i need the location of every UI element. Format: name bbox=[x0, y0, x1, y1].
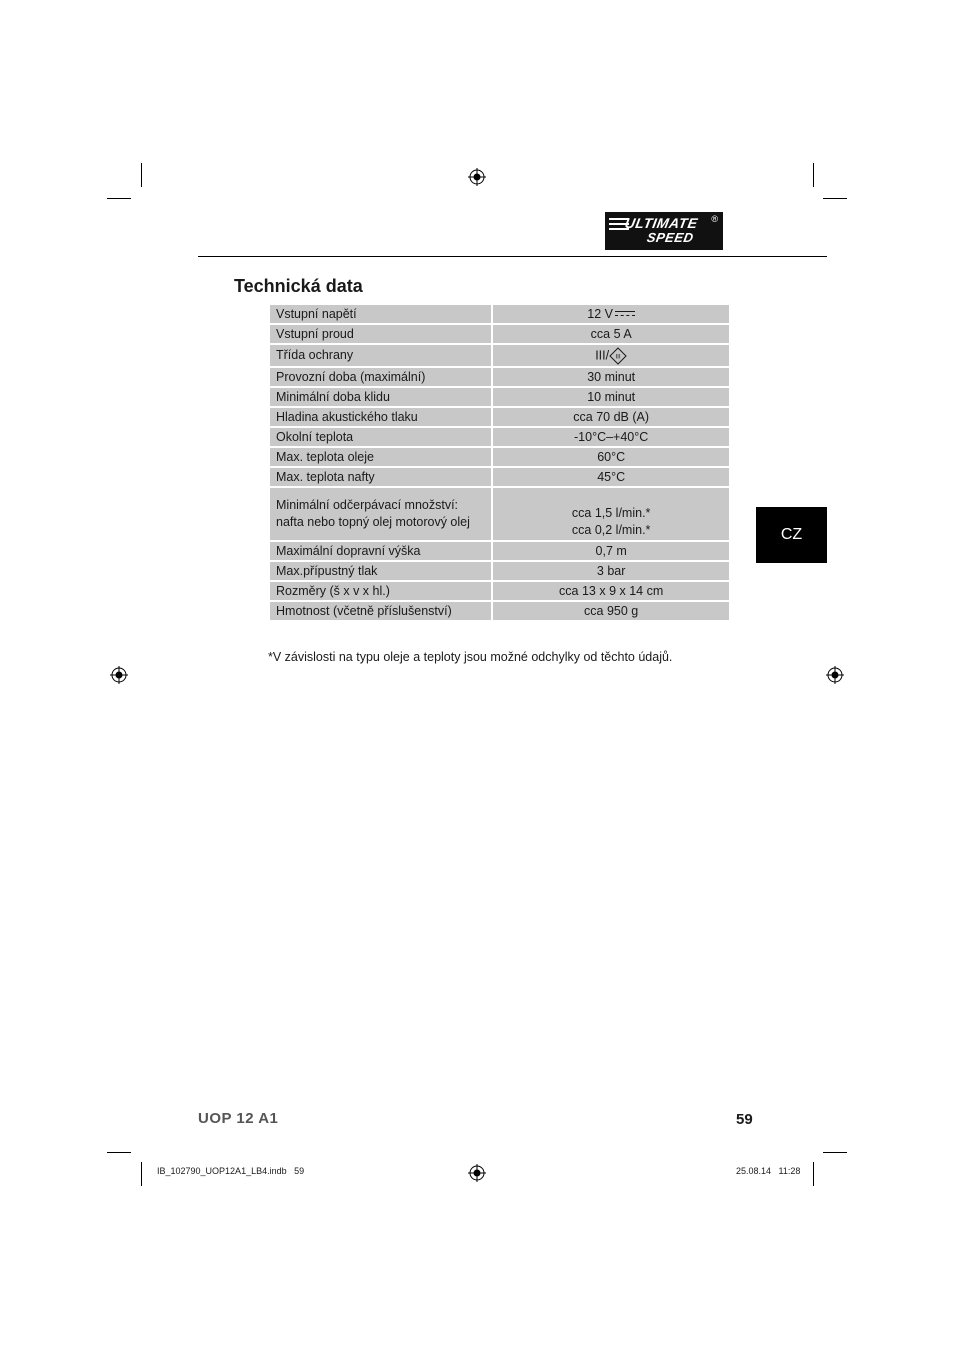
header-rule bbox=[198, 256, 827, 257]
spec-label: Vstupní napětí bbox=[269, 304, 492, 324]
language-tab: CZ bbox=[756, 507, 827, 563]
spec-value-text: III/ bbox=[595, 347, 610, 362]
table-row bbox=[269, 344, 730, 367]
spec-value: 30 minut bbox=[492, 367, 730, 387]
registration-mark-icon bbox=[468, 168, 486, 186]
spec-value: 60°C bbox=[492, 447, 730, 467]
spec-label: Třída ochrany bbox=[269, 344, 492, 367]
spec-value-text: 12 V bbox=[587, 306, 614, 321]
spec-label: Rozměry (š x v x hl.) bbox=[269, 581, 492, 601]
crop-mark bbox=[813, 163, 814, 187]
spec-value bbox=[492, 344, 730, 367]
spec-label: Max. teplota nafty bbox=[269, 467, 492, 487]
page-number: 59 bbox=[736, 1111, 753, 1128]
table-row bbox=[269, 324, 730, 344]
registration-mark-icon bbox=[826, 666, 844, 684]
table-row bbox=[269, 561, 730, 581]
spec-value: cca 13 x 9 x 14 cm bbox=[492, 581, 730, 601]
spec-label: Max. teplota oleje bbox=[269, 447, 492, 467]
spec-value bbox=[492, 304, 730, 324]
registration-mark-icon bbox=[110, 666, 128, 684]
footnote: *V závislosti na typu oleje a teploty jsou možné odchylky od těchto údajů. bbox=[268, 650, 673, 664]
protection-class-iii-text: III bbox=[615, 353, 621, 360]
spec-label: Hladina akustického tlaku bbox=[269, 407, 492, 427]
spec-label-line: Minimální odčerpávací množství: bbox=[276, 498, 459, 512]
table-row bbox=[269, 487, 730, 541]
spec-label: Hmotnost (včetně příslušenství) bbox=[269, 601, 492, 621]
print-slug-file: IB_102790_UOP12A1_LB4.indb 59 bbox=[157, 1166, 305, 1176]
table-row bbox=[269, 601, 730, 621]
spec-label: Provozní doba (maximální) bbox=[269, 367, 492, 387]
table-row bbox=[269, 447, 730, 467]
logo-registered-mark: ® bbox=[711, 214, 718, 224]
crop-mark bbox=[813, 1162, 814, 1186]
crop-mark bbox=[823, 1152, 847, 1153]
crop-mark bbox=[141, 1162, 142, 1186]
spec-label: Minimální doba klidu bbox=[269, 387, 492, 407]
spec-label bbox=[269, 487, 492, 541]
table-row bbox=[269, 541, 730, 561]
spec-label-line: nafta nebo topný olej motorový olej bbox=[276, 515, 470, 529]
logo-line-2: SPEED bbox=[645, 230, 695, 245]
spec-value: 0,7 m bbox=[492, 541, 730, 561]
spec-label: Vstupní proud bbox=[269, 324, 492, 344]
print-slug-datetime: 25.08.14 11:28 bbox=[736, 1166, 801, 1176]
spec-value: cca 5 A bbox=[492, 324, 730, 344]
brand-logo bbox=[605, 212, 723, 250]
table-row bbox=[269, 467, 730, 487]
table-row bbox=[269, 367, 730, 387]
registration-mark-icon bbox=[468, 1164, 486, 1182]
crop-mark bbox=[141, 163, 142, 187]
spec-value: 10 minut bbox=[492, 387, 730, 407]
crop-mark bbox=[823, 198, 847, 199]
logo-line-1: ULTIMATE bbox=[623, 215, 700, 231]
spec-value: cca 70 dB (A) bbox=[492, 407, 730, 427]
spec-label: Max.přípustný tlak bbox=[269, 561, 492, 581]
table-row bbox=[269, 407, 730, 427]
spec-label: Maximální dopravní výška bbox=[269, 541, 492, 561]
page-title: Technická data bbox=[234, 276, 363, 296]
spec-value: cca 950 g bbox=[492, 601, 730, 621]
spec-label: Okolní teplota bbox=[269, 427, 492, 447]
spec-value-line: cca 1,5 l/min.* bbox=[571, 506, 651, 520]
spec-value bbox=[492, 487, 730, 541]
spec-table bbox=[268, 303, 731, 622]
table-row bbox=[269, 427, 730, 447]
crop-mark bbox=[107, 198, 131, 199]
table-row bbox=[269, 304, 730, 324]
table-row bbox=[269, 387, 730, 407]
spec-value: 45°C bbox=[492, 467, 730, 487]
spec-value: -10°C–+40°C bbox=[492, 427, 730, 447]
spec-value: 3 bar bbox=[492, 561, 730, 581]
footer-model: UOP 12 A1 bbox=[198, 1110, 279, 1127]
crop-mark bbox=[107, 1152, 131, 1153]
dc-current-icon bbox=[615, 310, 635, 318]
spec-value-line: cca 0,2 l/min.* bbox=[571, 523, 651, 537]
table-row bbox=[269, 581, 730, 601]
protection-class-iii-icon bbox=[609, 347, 627, 365]
